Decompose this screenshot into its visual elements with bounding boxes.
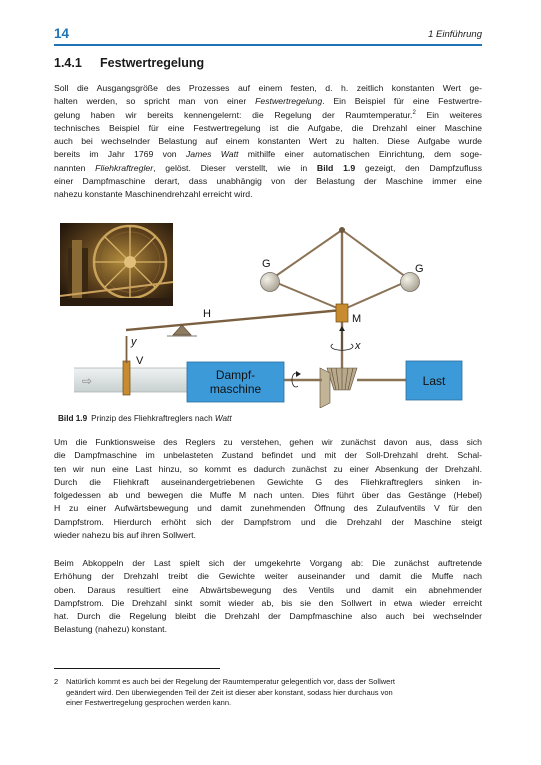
label-g-right: G — [415, 263, 424, 275]
footnote-ref: 2 — [412, 109, 416, 116]
chapter-title: 1 Einführung — [428, 29, 482, 40]
text-line: Erhöhung der Drehzahl treibt die Gewichte weiter auseinander und damit die Muffe nach — [54, 571, 482, 582]
term-festwertregelung: Festwertregelung — [255, 96, 323, 107]
text-line: Soll die Ausgangsgröße des Prozesses auf einem festen, d. h. zeitlich konstanten Wert ge- — [54, 83, 482, 93]
text-line: die Dampfmaschine im unbelasteten Zustand befindet und mit der Soll-Drehzahl dreht. Schal- — [54, 450, 482, 461]
footnote-line: Natürlich kommt es auch bei der Regelung der Raumtemperatur gelegentlich vor, dass der Sollwert — [66, 677, 395, 686]
header-rule — [54, 44, 482, 46]
text-line: hat. Durch die Regelung bleibt die Drehzahl der Dampfmaschine also auch bei wechselnder — [54, 611, 482, 622]
caption-label: Bild 1.9 — [58, 414, 88, 423]
section-heading — [54, 56, 204, 70]
text-line: technisches Beispiel für eine Festwertregelung ist die Aufgabe, die Drehzahl einer Maschine — [54, 122, 482, 133]
steam-engine-label-1: Dampf- — [215, 368, 256, 382]
footnote-number: 2 — [54, 677, 59, 686]
lever-h — [126, 310, 342, 330]
text-line: Belastung (nahezu) konstant. — [54, 624, 168, 635]
text-line: oben. Daraus resultiert eine Abwärtsbewegung des Ventils und damit ein abnehmender — [54, 584, 482, 595]
paragraph-decoupling — [54, 557, 482, 637]
text-line: Durch die Fliehkraft auseinandergetriebenen Gewichte G des Fliehkraftreglers sinken in- — [54, 476, 482, 487]
footnote-rule — [54, 668, 220, 669]
footnote-line: geändert wird. Den überwiegenden Teil der Zeit ist dieser aber konstant, sodass hier durchaus von — [66, 687, 393, 697]
page-number: 14 — [54, 26, 70, 41]
figure-ref: Bild 1.9 — [316, 162, 356, 173]
bevel-gear — [320, 368, 357, 408]
label-m: M — [352, 313, 362, 325]
text-line: H zu einer Aufwärtsbewegung und damit zunehmenden Öffnung des Zulaufventils V für den — [54, 503, 482, 514]
footnote-text — [66, 677, 482, 709]
name-james-watt: James Watt — [185, 149, 239, 160]
paragraph-intro — [54, 82, 482, 202]
text-line: nannten Fliehkraftregler, gelöst. Dieser verstellt, wie in Bild 1.9 gezeigt, den Dampfzufluss — [54, 162, 482, 173]
term-fliehkraftregler: Fliehkraftregler — [95, 162, 154, 173]
footnote-line: einer Festwertregelung gesprochen werden kann. — [66, 698, 232, 707]
paragraph-function — [54, 436, 482, 542]
text-line: folgedessen ab und bewegen die Muffe M nach unten. Dies führt über das Gestänge (Hebel) — [54, 490, 482, 501]
text-line: auch bei wechselnder Belastung auf einem konstanten Wert zu halten. Diese Aufgabe wurde — [54, 136, 482, 147]
sleeve-m — [336, 304, 348, 322]
caption-author: Watt — [214, 414, 232, 423]
section-number: 1.4.1 — [54, 56, 82, 70]
section-title: Festwertregelung — [100, 56, 205, 70]
governor-diagram — [54, 218, 484, 408]
label-x: x — [355, 340, 361, 352]
text-line: halten werden, so spricht man von einer Festwertregelung. Ein Beispiel für eine Festwertre- — [54, 96, 482, 107]
text-line: Um die Funktionsweise des Reglers zu verstehen, gehen wir zunächst davon aus, dass sich — [54, 437, 482, 447]
text-line: gelung haben wir bereits kennengelernt: die Regelung der Raumtemperatur.$^2$ Ein weiteres — [54, 109, 482, 120]
text-line: bereits im Jahr 1769 von James Watt mithilfe einer automatischen Einrichtung, dem soge- — [54, 149, 483, 160]
figure-caption — [58, 414, 232, 423]
text-line: Dampfstrom. Die Drehzahl sinkt somit wieder ab, bis sie den Sollwert in etwa wieder erreicht — [54, 597, 482, 608]
valve — [123, 361, 130, 395]
text-line: nahezu konstante Maschinendrehzahl erreicht wird. — [54, 189, 253, 200]
steam-engine-label-2: maschine — [209, 382, 262, 396]
load-label: Last — [422, 374, 446, 388]
running-header — [54, 28, 482, 44]
label-y: y — [131, 336, 137, 348]
label-h: H — [203, 308, 211, 320]
steam-engine-photo — [60, 223, 173, 306]
label-g-left: G — [262, 258, 271, 270]
caption-text: Prinzip des Fliehkraftreglers nach — [91, 414, 215, 423]
flow-arrow-icon: ⇨ — [82, 374, 93, 388]
label-v: V — [136, 355, 144, 367]
text-line: ten wir nun eine Last hinzu, so kommt es dadurch zunächst zu einer Absenkung der Drehzahl. — [54, 463, 482, 474]
text-line: Dampfstrom. Hierdurch erhöht sich der Dampfstrom und die Drehzahl der Maschine steigt — [54, 516, 482, 527]
flyball-right — [401, 273, 420, 292]
flyball-left — [261, 273, 280, 292]
text-line: einer Dampfmaschine derart, dass unabhängig von der Belastung der Maschine immer eine — [54, 176, 482, 187]
text-line: wieder nahezu bis auf ihren Sollwert. — [54, 530, 196, 541]
text-line: Beim Abkoppeln der Last spielt sich der umgekehrte Vorgang ab: Die zunächst auftretende — [54, 558, 482, 568]
